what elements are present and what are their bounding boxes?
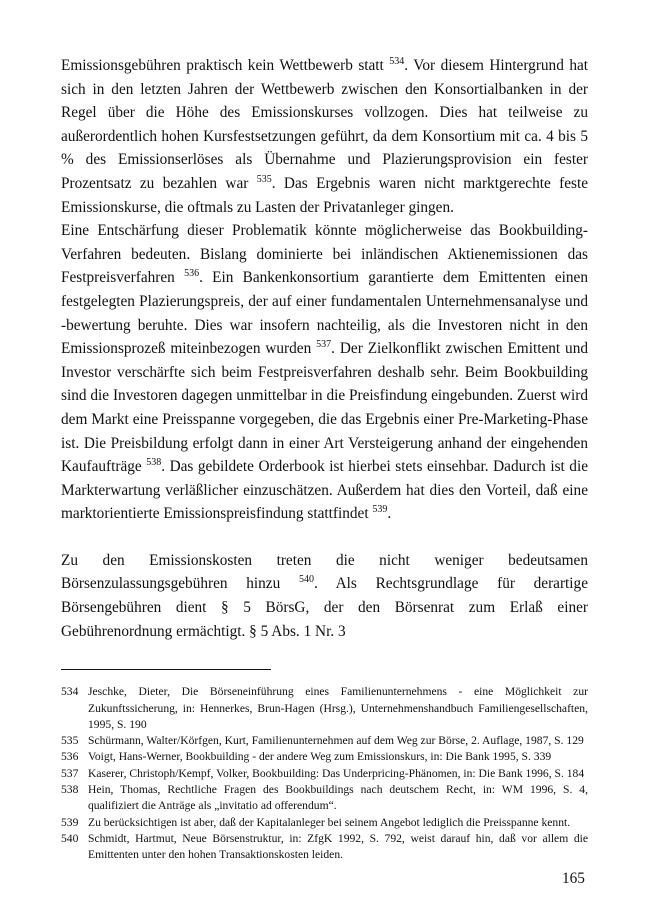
text-run: . Das Ergebnis waren nicht marktgerechte feste Emissionskurse, die oftmals zu Lasten der Privatanleger gingen. (61, 174, 589, 216)
footnote-text: Voigt, Hans-Werner, Bookbuilding - der andere Weg zum Emissionskurs, in: Die Bank 1995, S. 339 (88, 750, 552, 764)
footnote-text: Schürmann, Walter/Körfgen, Kurt, Familienunternehmen auf dem Weg zur Börse, 2. Auflage, 1987, S. 129 (88, 734, 584, 748)
footnote-ref: 539 (372, 504, 388, 516)
footnote-number: 535 (61, 734, 79, 748)
footnote-ref: 538 (146, 457, 162, 469)
footnote-number: 539 (61, 815, 79, 829)
footnote-number: 538 (61, 783, 79, 797)
footnote-ref: 535 (256, 173, 272, 185)
footnote-number: 534 (61, 685, 79, 699)
footnote-534 (61, 684, 588, 733)
footnote-540 (61, 831, 588, 864)
footnote-text: Schmidt, Hartmut, Neue Börsenstruktur, in: ZfgK 1992, S. 792, weist darauf hin, daß vor allem die Emittenten unter den hohen Transaktionskosten leiden. (88, 831, 588, 862)
footnote-number: 536 (61, 750, 79, 764)
footnote-538 (61, 782, 588, 815)
footnotes (61, 684, 588, 863)
footnote-text: Hein, Thomas, Rechtliche Fragen des Bookbuildings nach deutschem Recht, in: WM 1996, S. 4, qualifiziert die Anträge als „invitatio ad offerendum“. (88, 783, 588, 813)
footnote-text: Zu berücksichtigen ist aber, daß der Kapitalanleger bei seinem Angebot lediglich die Preisspanne kennt. (88, 815, 571, 829)
footnote-number: 537 (61, 766, 79, 780)
footnote-number: 540 (61, 831, 79, 845)
footnote-ref: 540 (298, 574, 314, 586)
text-run: Zu den Emissionskosten treten die nicht weniger bedeutsamen Börsenzulassungsgebühren hinzu (61, 551, 588, 593)
footnote-539 (61, 815, 588, 831)
footnote-ref: 536 (184, 268, 200, 280)
text-run: . Das gebildete Orderbook ist hierbei stets einsehbar. Dadurch ist die Markterwartung verläßlicher einzuschätzen. Außerdem hat dies den Vorteil, daß eine marktorientierte Emissionspreisfindung stattfindet (61, 458, 588, 523)
footnote-text: Kaserer, Christoph/Kempf, Volker, Bookbuilding: Das Underpricing-Phänomen, in: Die Bank 1996, S. 184 (88, 766, 585, 780)
footnote-537 (61, 766, 588, 782)
text-run: Emissionsgebühren praktisch kein Wettbewerb statt (61, 57, 390, 74)
text-run: . (387, 505, 392, 523)
body-paragraph-1 (61, 54, 588, 219)
page-content (61, 54, 588, 864)
footnote-text: Jeschke, Dieter, Die Börseneinführung eines Familienunternehmens - eine Möglichkeit zur Zukunftssicherung, in: Hennerkes, Brun-Hagen (Hrsg.), Unternehmenshandbuch Familiengesellschaften, 1995, S. 190 (88, 685, 588, 731)
text-run: Eine Entschärfung dieser Problematik könnte möglicherweise das Bookbuilding-Verfahren bedeuten. Bislang dominierte bei inländischen Aktienemissionen das Festpreisverfahren (61, 222, 588, 287)
footnote-separator (61, 669, 271, 670)
text-run: . Der Zielkonflikt zwischen Emittent und Investor verschärfte sich beim Festpreisverfahren deshalb sehr. Beim Bookbuilding sind die Investoren dagegen unmittelbar in die Preisfindung eingebunden. Zuerst wird dem Markt eine Preisspanne vorgegeben, die das Ergebnis einer Pre-Marketing-Phase ist. Die Preisbildung erfolgt dann in einer Art Versteigerung anhand der eingehenden Kaufaufträge (61, 340, 588, 476)
footnote-536 (61, 749, 588, 765)
text-run: . Als Rechtsgrundlage für derartige Börsengebühren dient § 5 BörsG, der den Börsenrat zum Erlaß einer Gebührenordnung ermächtigt. § 5 Abs. 1 Nr. 3 (61, 575, 588, 640)
body-paragraph-3 (61, 549, 588, 643)
text-run: . Vor diesem Hintergrund hat sich in den letzten Jahren der Wettbewerb zwischen den Konsortialbanken in der Regel über die Höhe des Emissionskurses vollzogen. Dies hat teilweise zu außerordentlich hohen Kursfestsetzungen geführt, da dem Konsortium mit ca. 4 bis 5 % des Emissionserlöses als Übernahme und Plazierungsprovision ein fester Prozentsatz zu bezahlen war (61, 57, 589, 192)
footnote-ref: 534 (389, 56, 405, 67)
text-run: . Ein Bankenkonsortium garantierte dem Emittenten einen festgelegten Plazierungspreis, der auf einer fundamentalen Unternehmensanalyse und -bewertung beruhte. Dies war insofern nachteilig, als die Investoren nicht in den Emissionsprozeß miteinbezogen wurden (61, 269, 588, 358)
page-number: 165 (562, 870, 585, 887)
body-paragraph-2 (61, 219, 588, 526)
footnote-ref: 537 (316, 339, 332, 351)
footnote-535 (61, 733, 588, 749)
